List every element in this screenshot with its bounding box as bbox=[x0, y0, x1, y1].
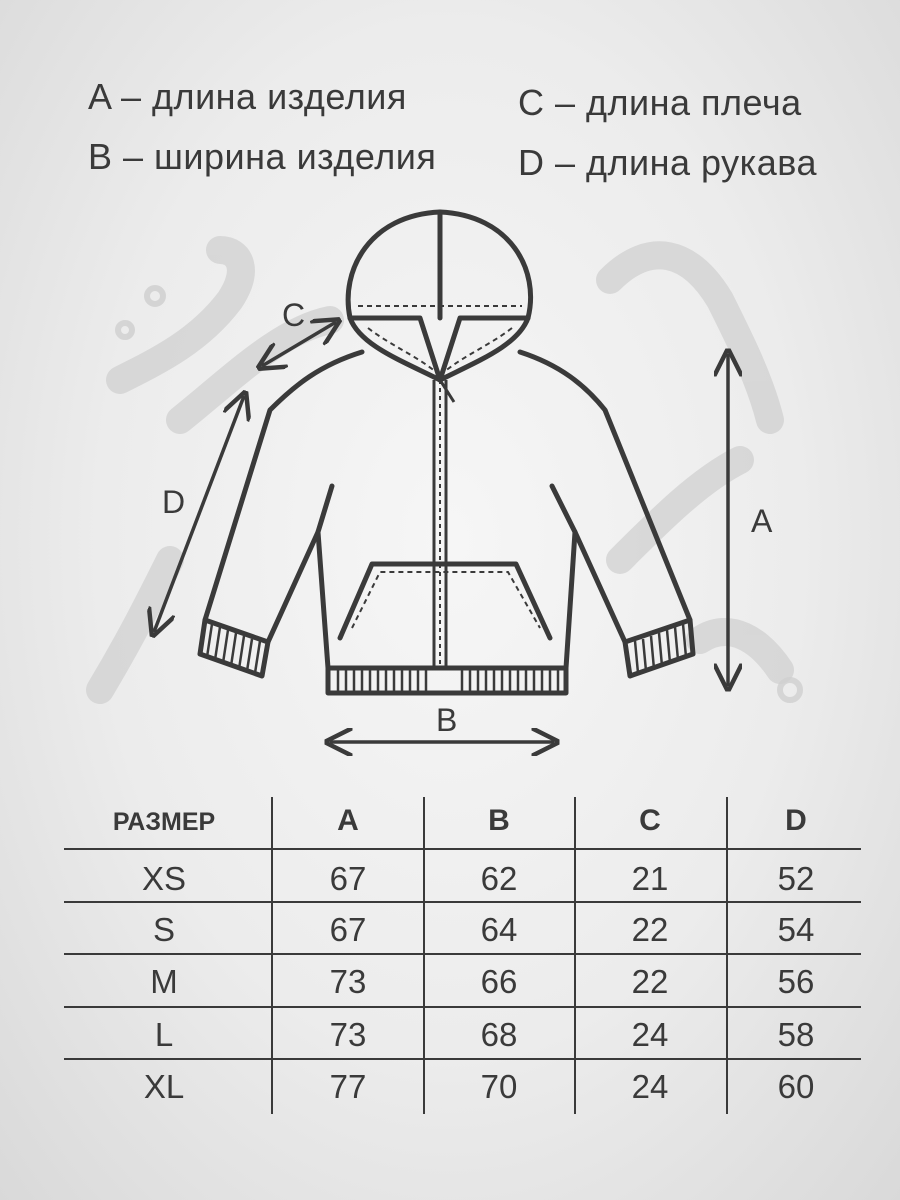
table-row-l-a: 73 bbox=[329, 1016, 367, 1053]
table-row-xs-b: 62 bbox=[480, 860, 518, 897]
table-row-s-d: 54 bbox=[777, 911, 815, 948]
table-row-s-size: S bbox=[152, 911, 175, 948]
header-size: РАЗМЕР bbox=[112, 808, 216, 836]
zipper bbox=[434, 380, 454, 668]
table-divider bbox=[64, 848, 861, 850]
table-row-xs-size: XS bbox=[141, 860, 187, 897]
table-row-l-c: 24 bbox=[631, 1016, 669, 1053]
table-row-xl-size: XL bbox=[143, 1068, 185, 1105]
table-column-divider bbox=[271, 797, 273, 1114]
header-c: C bbox=[639, 804, 661, 837]
table-row-s-b: 64 bbox=[480, 911, 518, 948]
table-row-l-b: 68 bbox=[480, 1016, 518, 1053]
table-row-l-size: L bbox=[154, 1016, 174, 1053]
legend-c: C – длина плеча bbox=[518, 82, 802, 123]
table-row-s-a: 67 bbox=[329, 911, 367, 948]
table-row-xl-c: 24 bbox=[631, 1068, 669, 1105]
table-divider bbox=[64, 953, 861, 955]
table-row-xl-a: 77 bbox=[329, 1068, 367, 1105]
table-row-m-size: M bbox=[150, 963, 178, 1000]
table-row-m-a: 73 bbox=[329, 963, 367, 1000]
table-row-m-b: 66 bbox=[480, 963, 518, 1000]
dimension-label-c: C bbox=[282, 297, 306, 333]
table-column-divider bbox=[423, 797, 425, 1114]
table-divider bbox=[64, 1058, 861, 1060]
legend-a: A – длина изделия bbox=[88, 76, 407, 117]
header-d: D bbox=[785, 804, 807, 837]
table-row-xs-c: 21 bbox=[631, 860, 669, 897]
table-row-xs-a: 67 bbox=[329, 860, 367, 897]
table-divider bbox=[64, 1006, 861, 1008]
legend-d: D – длина рукава bbox=[518, 142, 817, 183]
table-row-xs-d: 52 bbox=[777, 860, 815, 897]
table-row-s-c: 22 bbox=[631, 911, 669, 948]
dimension-label-a: A bbox=[751, 503, 773, 539]
table-column-divider bbox=[574, 797, 576, 1114]
table-row-m-c: 22 bbox=[631, 963, 669, 1000]
table-divider bbox=[64, 901, 861, 903]
table-row-xl-d: 60 bbox=[777, 1068, 815, 1105]
header-a: A bbox=[337, 804, 359, 837]
dimension-label-d: D bbox=[162, 484, 186, 520]
table-row-m-d: 56 bbox=[777, 963, 815, 1000]
header-b: B bbox=[488, 804, 510, 837]
table-column-divider bbox=[726, 797, 728, 1114]
legend-b: B – ширина изделия bbox=[88, 136, 437, 177]
table-row-xl-b: 70 bbox=[480, 1068, 518, 1105]
table-row-l-d: 58 bbox=[777, 1016, 815, 1053]
dimension-label-b: B bbox=[436, 702, 458, 738]
